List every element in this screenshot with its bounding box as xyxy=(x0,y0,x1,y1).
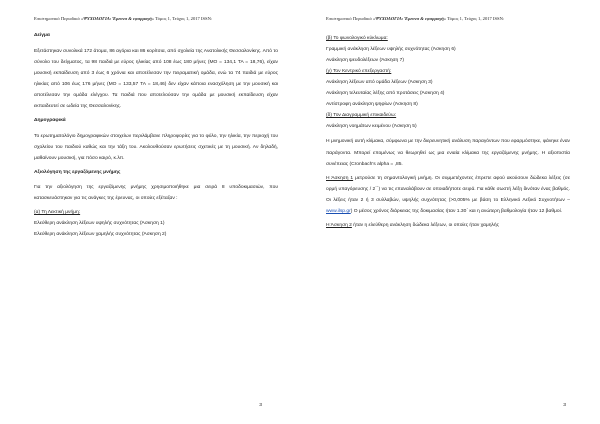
subsection-phonological-loop: (β) Το φωνολογικό κύκλωμα: xyxy=(326,36,388,42)
exercise-item: Ανάκληση ψευδολέξεων (Άσκηση 7) xyxy=(326,58,404,64)
page-number: 3 xyxy=(259,403,262,409)
exercise-2-paragraph: Η Άσκηση 2 ήταν η ελεύθερη ανάκληση δώδεκα λέξεων, οι οποίες ήταν χαμηλής xyxy=(326,222,499,228)
exercise-item: Ελεύθερη ανάκληση λέξεων χαμηλής συχνότητας (Άσκηση 2) xyxy=(34,232,167,238)
exercise-item: Ανάκληση λέξεων από ομάδα λέξεων (Άσκηση 3) xyxy=(326,80,433,86)
running-header: Επιστημονικό Περιοδικό «ΨΥΧΟΛΟΓΙΑ: Έρευνα & εφαρμογή» Τόμος 1, Τεύχος 1, 2017 ISSN: xyxy=(34,16,213,21)
exercise-1-paragraph: Η Άσκηση 1 μετρούσε τη σημαντολογική μνήμη. Οι συμμετέχοντες έπρεπε αφού ακούσουν δώδεκα λέξεις (σε ορμή υπαγόρευσης / 2΄΄) να τις επαναλάβουν σε οποιαδήποτε σειρά. Για κάθε σωστή λέξη δινόταν ένας βαθμός. Οι λέξεις ήταν 2 ή 3 συλλαβών, υψηλής συχνότητας (>0,005% με βάση το Ελληνικό Λεξικό Συχνοτήτων – www.ilsp.gr) Ο μέσος χρόνος διάρκειας της δοκιμασίας ήταν 1.30΄ και η ανώτερη βαθμολογία ήταν 12 βαθμοί. xyxy=(326,175,570,214)
running-header: Επιστημονικό Περιοδικό «ΨΥΧΟΛΟΓΙΑ: Έρευνα & εφαρμογή» Τόμος 1, Τεύχος 1, 2017 ISSN: xyxy=(326,16,505,21)
demographics-paragraph: Το ερωτηματολόγιο δημογραφικών στοιχείων περιλάμβανε πληροφορίες για το φύλο, την ηλικία, την περιοχή του σχολείου του παιδιού καθώς και την τάξη του. Ακολουθούσαν ερωτήσεις σχετικές με τη μουσική. Αν δηλαδή, μαθαίνουν μουσική, για πόσο καιρό, κ.λπ. xyxy=(34,133,278,161)
journal-title: ΨΥΧΟΛΟΓΙΑ: Έρευνα & εφαρμογή xyxy=(375,16,444,21)
working-memory-paragraph: Για την αξιολόγηση της εργαζόμενης μνήμης χρησιμοποιήθηκε μια σειρά 8 υποδοκιμασιών, που κατασκευάστηκαν για τις ανάγκες της έρευνας, οι οποίες εξέταζαν : xyxy=(34,185,278,202)
subsection-verbal-memory: (α) Τη Λεκτική μνήμη: xyxy=(34,210,81,216)
journal-title: ΨΥΧΟΛΟΓΙΑ: Έρευνα & εφαρμογή xyxy=(83,16,152,21)
working-memory-heading: Αξιολόγηση της εργαζόμενης μνήμης xyxy=(34,169,121,175)
exercise-1-label: Η Άσκηση 1 xyxy=(326,175,354,181)
exercise-item: Αντίστροφη ανάκληση ψηφίων (Άσκηση 8) xyxy=(326,102,418,108)
exercise-item: Ελεύθερη ανάκληση λέξεων υψηλής συχνότητας (Άσκηση 1) xyxy=(34,221,165,227)
exercise-item: Γραμμική ανάκληση λέξεων υψηλής συχνότητας (Άσκηση 6) xyxy=(326,47,456,53)
exercise-item: Ανάκληση τελευταίας λέξης από προτάσεις (Άσκηση 4) xyxy=(326,91,445,97)
exercise-item: Ανάκληση νοημάτων κειμένου (Άσκηση 5) xyxy=(326,124,417,130)
demographics-heading: Δημογραφικά xyxy=(34,117,66,123)
exercise-2-label: Η Άσκηση 2 xyxy=(326,222,352,228)
sample-heading: Δείγμα xyxy=(34,33,50,39)
reliability-paragraph: Η μνημονική αυτή κλίμακα, σύμφωνα με την διερευνητική ανάλυση παραγόντων που εφαρμόστηκε, φάνηκε έναν παράγοντα. Μπορεί επομένως να θεωρηθεί ως μια ενιαία κλίμακα της εργαζόμενης μνήμης. Η αξιοπιστία συνέπειας (Cronbach's alpha = ,85. xyxy=(326,139,570,167)
subsection-episodic-buffer: (δ) Τον Διαγραμμική επικαιδεύω: xyxy=(326,113,397,119)
page-number: 3 xyxy=(563,403,566,409)
sample-paragraph: Εξετάστηκαν συνολικά 172 άτομα, 86 αγόρια και 86 κορίτσια, από σχολεία της Ανατολικής Θεσσαλονίκης. Από το σύνολο του δείγματος, τα 98 παιδιά με εύρος ηλικίας από 108 έως 180 μήνες (ΜΟ = 134,1 ΤΑ = 18,76), είχαν μουσική εκπαίδευση από 3 έως 6 χρόνια και αποτέλεσαν την πειραματική ομάδα, ενώ τα 74 παιδιά με εύρος ηλικίας από 106 έως 176 μήνες (ΜΟ = 133,57 ΤΑ = 18,46) δεν είχαν κάποια ενασχόληση με την μουσική και αποτέλεσαν την ομάδα ελέγχου. Τα παιδιά που αποτελούσαν την ομάδα με μουσική εκπαίδευση είχαν εκπαιδευτεί σε ωδεία της Θεσσαλονίκης. xyxy=(34,48,278,109)
ilsp-link[interactable]: www.ilsp.gr xyxy=(326,208,351,214)
right-page xyxy=(300,0,600,424)
subsection-central-executive: (γ) Τον Κεντρικό επεξεργαστή: xyxy=(326,69,392,75)
